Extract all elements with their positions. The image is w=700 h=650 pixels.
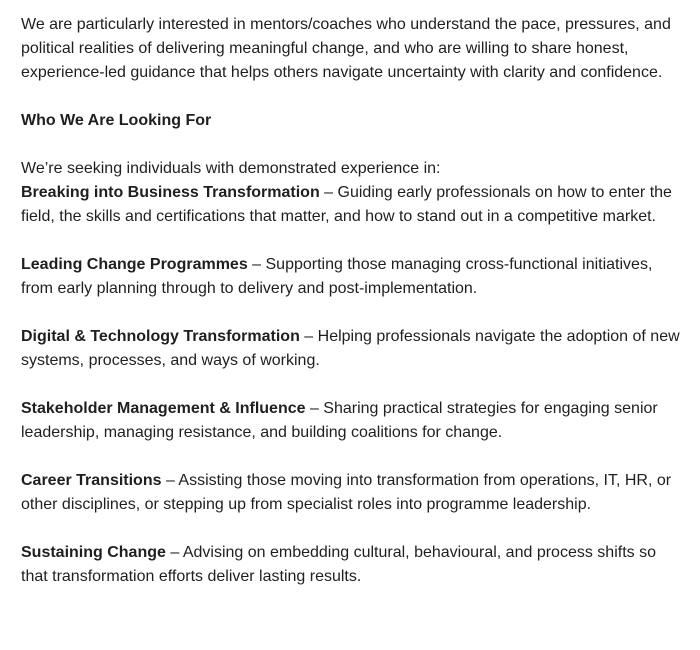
area-description: – Advising on embedding cultural, behavioural, and process shifts so that transformation efforts deliver lasting results. — [21, 544, 656, 585]
intro-paragraph: We are particularly interested in mentors/coaches who understand the pace, pressures, and political realities of delivering meaningful change, and who are willing to share honest, experience-led guidance that helps others navigate uncertainty with clarity and confidence. — [21, 16, 671, 81]
area-item-career-transitions — [21, 469, 682, 517]
area-term: Breaking into Business Transformation — [21, 184, 320, 201]
area-item-breaking-into-transformation — [21, 181, 682, 229]
area-description: – Helping professionals navigate the adoption of new systems, processes, and ways of working. — [21, 328, 680, 369]
area-term: Leading Change Programmes — [21, 256, 248, 273]
area-description: – Guiding early professionals on how to enter the field, the skills and certifications that matter, and how to stand out in a competitive market. — [21, 184, 672, 225]
section-heading: Who We Are Looking For — [21, 112, 212, 129]
area-term: Career Transitions — [21, 472, 162, 489]
seeking-line: We’re seeking individuals with demonstrated experience in: — [21, 160, 441, 177]
area-item-digital-technology — [21, 325, 682, 373]
area-description: – Sharing practical strategies for engaging senior leadership, managing resistance, and building coalitions for change. — [21, 400, 658, 441]
area-item-sustaining-change — [21, 541, 682, 589]
area-item-leading-change — [21, 253, 682, 301]
area-description: – Assisting those moving into transformation from operations, IT, HR, or other disciplines, or stepping up from specialist roles into programme leadership. — [21, 472, 672, 513]
area-description: – Supporting those managing cross-functional initiatives, from early planning through to delivery and post-implementation. — [21, 256, 653, 297]
area-term: Stakeholder Management & Influence — [21, 400, 306, 417]
area-item-stakeholder-management — [21, 397, 682, 445]
area-term: Digital & Technology Transformation — [21, 328, 300, 345]
area-term: Sustaining Change — [21, 544, 166, 561]
